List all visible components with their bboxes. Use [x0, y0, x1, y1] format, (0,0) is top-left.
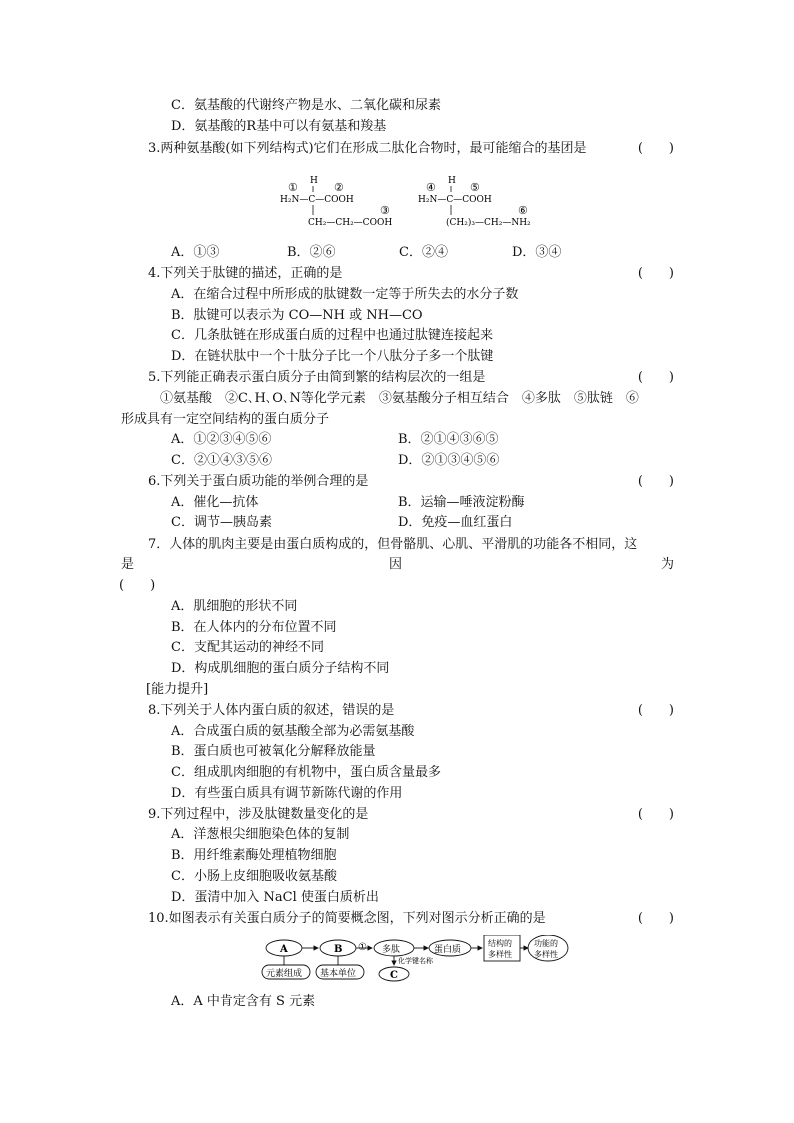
q8-option-c: C．组成肌肉细胞的有机物中，蛋白质含量最多 — [171, 765, 441, 780]
q4-stem: 4.下列关于肽键的描述，正确的是 — [148, 266, 343, 281]
q4-option-c: C．几条肽链在形成蛋白质的过程中也通过肽键连接起来 — [171, 328, 493, 343]
q4-option-a: A．在缩合过程中所形成的肽键数一定等于所失去的水分子数 — [171, 287, 519, 302]
q4-option-b: B．肽键可以表示为 CO—NH 或 NH—CO — [171, 308, 423, 323]
gongneng-line1: 功能的 — [534, 939, 558, 948]
duotai-label: 多肽 — [382, 945, 401, 955]
q7-option-c: C．支配其运动的神经不同 — [171, 640, 324, 655]
h-atom-1: H — [310, 176, 318, 186]
q6-stem: 6.下列关于蛋白质功能的举例合理的是 — [148, 474, 369, 489]
q9-option-a: A．洋葱根尖细胞染色体的复制 — [171, 827, 350, 842]
q7-word-1: 是 — [121, 557, 135, 572]
formula-1-main: H₂N—C—COOH — [280, 195, 354, 205]
step-1-label: ① — [358, 942, 367, 953]
q4-answer-blank: ( ) — [637, 266, 674, 281]
q3-stem: 3.两种氨基酸(如下列结构式)它们在形成二肽化合物时，最可能缩合的基团是 — [148, 141, 587, 156]
q6-option-a: A．催化—抗体 — [171, 495, 259, 510]
q5-stem: 5.下列能正确表示蛋白质分子由简到繁的结构层次的一组是 — [148, 370, 486, 385]
formula-1-r: CH₂—CH₂—COOH — [308, 218, 393, 228]
q8-option-b: B．蛋白质也可被氧化分解释放能量 — [171, 744, 376, 759]
q9-option-b: B．用纤维素酶处理植物细胞 — [171, 848, 337, 863]
q8-stem: 8.下列关于人体内蛋白质的叙述，错误的是 — [148, 703, 395, 718]
q5-option-b: B．②①④③⑥⑤ — [398, 432, 499, 447]
huaxue-label: 化学键名称 — [398, 957, 433, 965]
label-5: ⑤ — [470, 181, 480, 194]
node-b-label: B — [334, 944, 343, 955]
q3-option-a: A．①③ — [171, 245, 220, 260]
q5-option-a: A．①②③④⑤⑥ — [171, 432, 272, 447]
q2-option-d: D．氨基酸的R基中可以有氨基和羧基 — [171, 119, 387, 134]
section-heading: [能力提升] — [146, 682, 209, 697]
q5-items-line1: ①氨基酸 ②C､H､O､N等化学元素 ③氨基酸分子相互结合 ④多肽 ⑤肽链 ⑥ — [160, 391, 639, 406]
q9-option-c: C．小肠上皮细胞吸收氨基酸 — [171, 869, 337, 884]
q7-option-d: D．构成肌细胞的蛋白质分子结构不同 — [171, 661, 390, 676]
q5-option-d: D．②①③④⑤⑥ — [398, 453, 500, 468]
q7-word-3: 为 — [661, 557, 675, 572]
label-1: ① — [288, 181, 298, 194]
q5-items-line2: 形成具有一定空间结构的蛋白质分子 — [121, 412, 330, 427]
node-a-label: A — [280, 944, 288, 955]
q2-option-c: C．氨基酸的代谢终产物是水、二氧化碳和尿素 — [171, 98, 441, 113]
q3-answer-blank: ( ) — [637, 141, 674, 156]
gongneng-line2: 多样性 — [534, 950, 558, 959]
q10-stem: 10.如图表示有关蛋白质分子的简要概念图，下列对图示分析正确的是 — [148, 911, 546, 926]
q3-option-b: B．②⑥ — [287, 245, 336, 260]
protein-concept-diagram — [260, 935, 570, 985]
label-2: ② — [334, 181, 344, 194]
jiegou-line1: 结构的 — [488, 939, 512, 948]
q10-option-a: A．A 中肯定含有 S 元素 — [171, 994, 316, 1009]
q10-answer-blank: ( ) — [637, 911, 674, 926]
q7-word-2: 因 — [389, 557, 403, 572]
label-4: ④ — [426, 181, 436, 194]
q9-stem: 9.下列过程中，涉及肽键数量变化的是 — [148, 807, 369, 822]
q9-answer-blank: ( ) — [637, 807, 674, 822]
q7-option-a: A．肌细胞的形状不同 — [171, 599, 298, 614]
q5-option-c: C．②①④③⑤⑥ — [171, 453, 272, 468]
yuansu-label: 元素组成 — [266, 969, 303, 979]
formula-2-main: H₂N—C—COOH — [418, 195, 492, 205]
h-atom-2: H — [448, 176, 456, 186]
q7-answer-blank: ( ) — [119, 578, 156, 593]
q7-stem: 7．人体的肌肉主要是由蛋白质构成的，但骨骼肌、心肌、平滑肌的功能各不相同，这 — [148, 537, 638, 552]
q8-answer-blank: ( ) — [637, 703, 674, 718]
q6-option-c: C．调节—胰岛素 — [171, 515, 272, 530]
q4-option-d: D．在链状肽中一个十肽分子比一个八肽分子多一个肽键 — [171, 349, 494, 364]
label-6: ⑥ — [518, 204, 528, 217]
node-c-label: C — [390, 970, 398, 981]
label-3: ③ — [380, 204, 390, 217]
q6-option-b: B．运输—唾液淀粉酶 — [398, 495, 525, 510]
q7-option-b: B．在人体内的分布位置不同 — [171, 620, 337, 635]
q3-option-c: C．②④ — [399, 245, 448, 260]
formula-2-r: (CH₂)₃—CH₂—NH₂ — [446, 218, 531, 228]
jiben-label: 基本单位 — [320, 969, 357, 979]
jiegou-line2: 多样性 — [488, 950, 512, 959]
danbaizhi-label: 蛋白质 — [434, 945, 462, 955]
q6-option-d: D．免疫—血红蛋白 — [398, 515, 513, 530]
q6-answer-blank: ( ) — [637, 474, 674, 489]
q5-answer-blank: ( ) — [637, 370, 674, 385]
q8-option-d: D．有些蛋白质具有调节新陈代谢的作用 — [171, 786, 403, 801]
q9-option-d: D．蛋清中加入 NaCl 使蛋白质析出 — [171, 890, 379, 905]
q8-option-a: A．合成蛋白质的氨基酸全部为必需氨基酸 — [171, 724, 415, 739]
q3-option-d: D．③④ — [512, 245, 562, 260]
amino-acid-structures — [270, 170, 560, 232]
